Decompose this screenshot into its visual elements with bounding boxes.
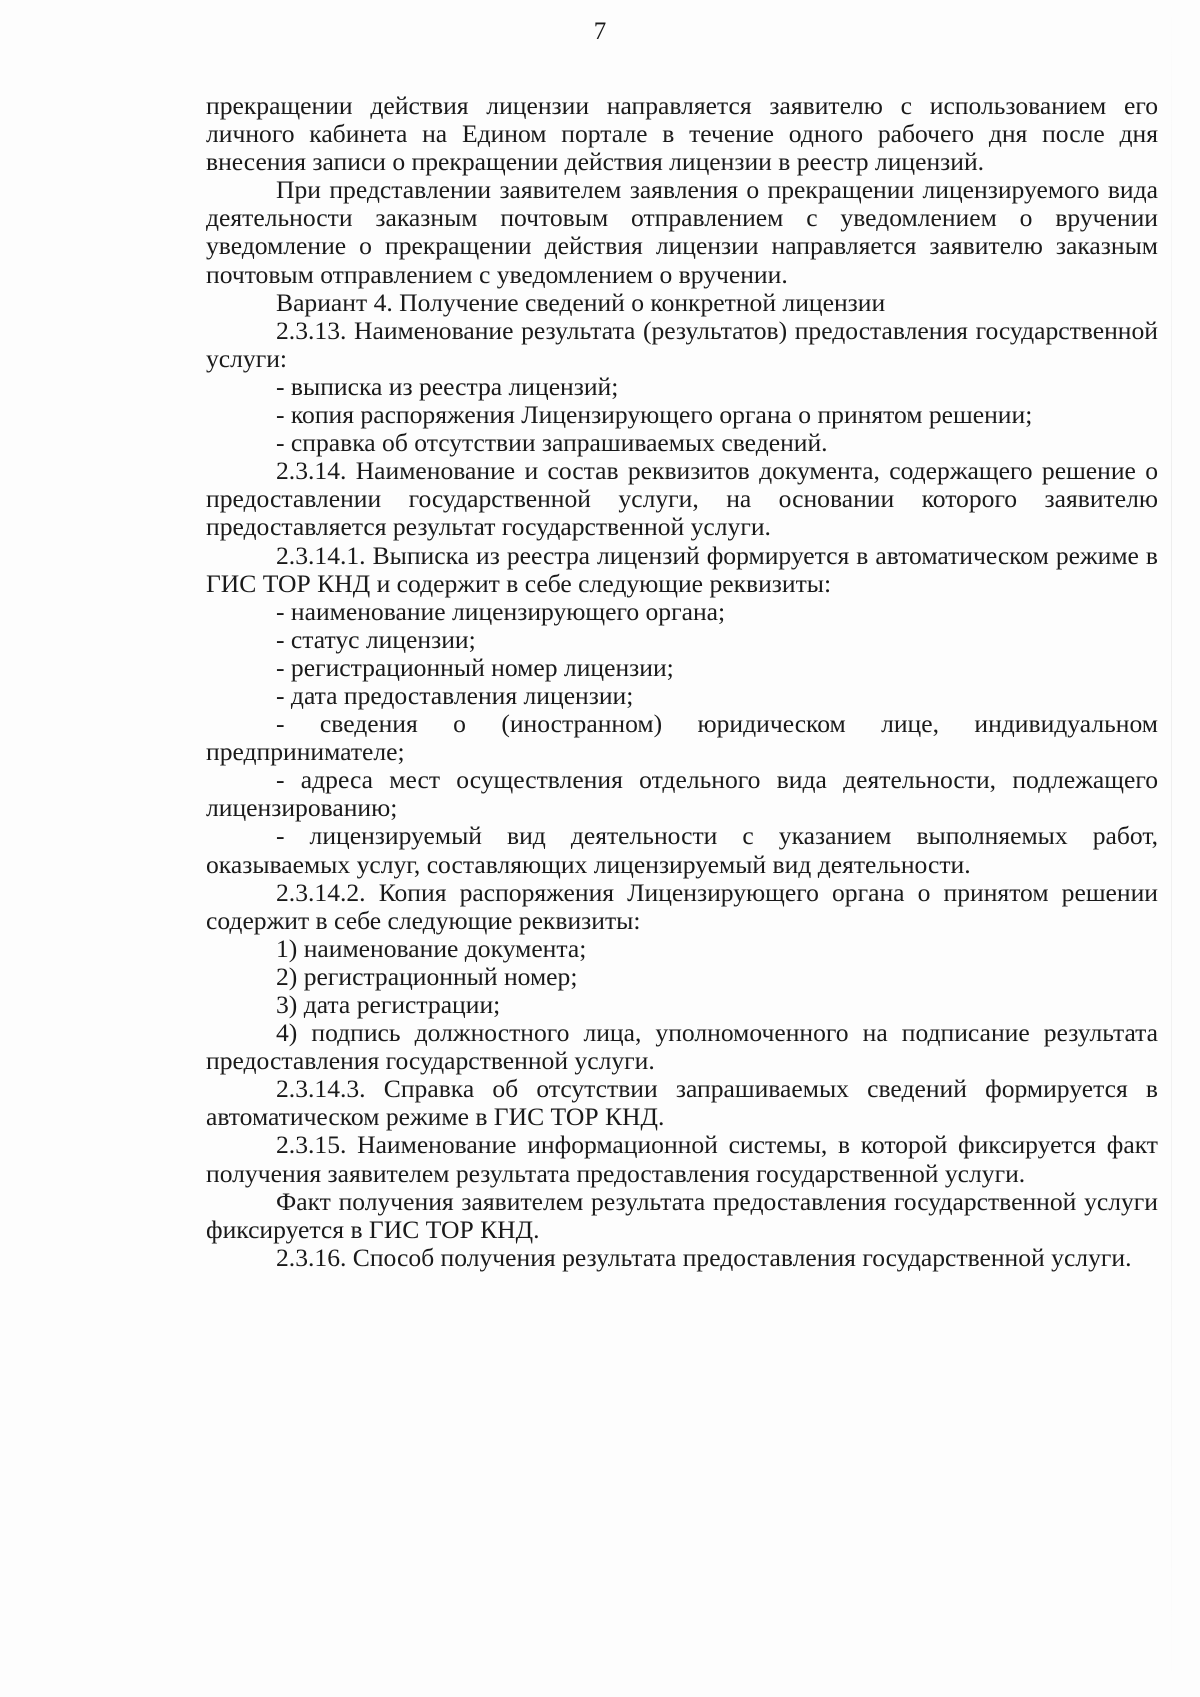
list-item: - выписка из реестра лицензий; [276, 371, 619, 401]
scan-edge-shadow [1171, 0, 1172, 1697]
paragraph-2-3-14: 2.3.14. Наименование и состав реквизитов документа, содержащего решение о предоставлении государственной услуги, на основании которого заявителю предоставляется результат государственной услуги. [206, 456, 1158, 542]
paragraph-postal-notice: При представлении заявителем заявления о прекращении лицензируемого вида деятельности заказным почтовым отправлением с уведомлением о вручении уведомление о прекращении действия лицензии направляется заявителю заказным почтовым отправлением с уведомлением о вручении. [206, 175, 1158, 289]
list-item: - адреса мест осуществления отдельного вида деятельности, подлежащего лицензированию; [206, 765, 1158, 823]
list-item: - статус лицензии; [276, 624, 476, 654]
list-item: - наименование лицензирующего органа; [276, 596, 726, 626]
list-item: - регистрационный номер лицензии; [276, 652, 674, 682]
list-item: - сведения о (иностранном) юридическом лице, индивидуальном предпринимателе; [206, 709, 1158, 767]
list-item: - лицензируемый вид деятельности с указанием выполняемых работ, оказываемых услуг, составляющих лицензируемый вид деятельности. [206, 821, 1158, 879]
list-item: - дата предоставления лицензии; [276, 680, 634, 710]
list-item: - копия распоряжения Лицензирующего органа о принятом решении; [276, 400, 1033, 430]
paragraph-2-3-14-3: 2.3.14.3. Справка об отсутствии запрашиваемых сведений формируется в автоматическом режиме в ГИС ТОР КНД. [206, 1074, 1158, 1132]
document-body [206, 92, 1158, 1272]
section-heading-variant-4: Вариант 4. Получение сведений о конкретной лицензии [276, 287, 886, 317]
paragraph-2-3-15: 2.3.15. Наименование информационной системы, в которой фиксируется факт получения заявителем результата предоставления государственной услуги. [206, 1130, 1158, 1188]
list-item: 3) дата регистрации; [276, 990, 501, 1019]
paragraph-continuation: прекращении действия лицензии направляется заявителю с использованием его личного кабинета на Едином портале в течение одного рабочего дня после дня внесения записи о прекращении действия лицензии в реестр лицензий. [206, 91, 1158, 177]
list-item: 4) подпись должностного лица, уполномоченного на подписание результата предоставления государственной услуги. [206, 1018, 1158, 1076]
paragraph-2-3-14-2: 2.3.14.2. Копия распоряжения Лицензирующего органа о принятом решении содержит в себе следующие реквизиты: [206, 877, 1158, 935]
paragraph-fact-recorded: Факт получения заявителем результата предоставления государственной услуги фиксируется в ГИС ТОР КНД. [206, 1186, 1158, 1244]
list-item: 2) регистрационный номер; [276, 961, 578, 991]
list-item: 1) наименование документа; [276, 933, 587, 963]
paragraph-2-3-16: 2.3.16. Способ получения результата предоставления государственной услуги. [276, 1242, 1132, 1272]
list-item: - справка об отсутствии запрашиваемых сведений. [276, 428, 828, 458]
paragraph-2-3-13: 2.3.13. Наименование результата (результатов) предоставления государственной услуги: [206, 315, 1158, 373]
page-number: 7 [593, 18, 607, 45]
paragraph-2-3-14-1: 2.3.14.1. Выписка из реестра лицензий формируется в автоматическом режиме в ГИС ТОР КНД и содержит в себе следующие реквизиты: [206, 540, 1158, 598]
